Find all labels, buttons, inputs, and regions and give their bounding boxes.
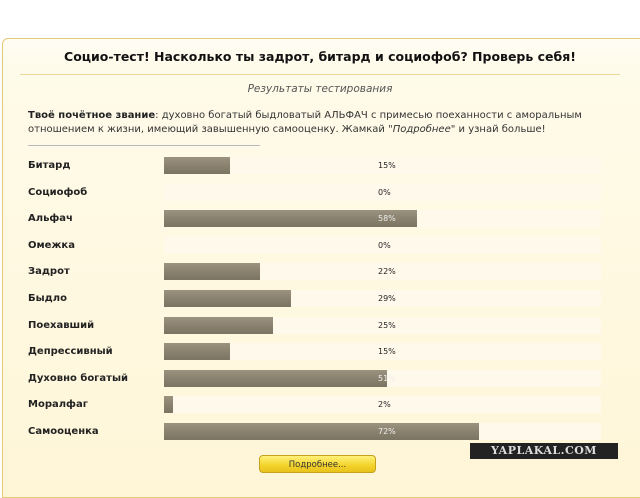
row-percent: 0% [378, 188, 391, 197]
row-label: Социофоб [28, 187, 88, 198]
description-underline [28, 145, 260, 146]
progress-track [164, 343, 601, 360]
row-percent: 29% [378, 294, 396, 303]
result-text-before: : духовно богатый быдловатый АЛЬФАЧ с примесью поеханности с аморальным отношением к жизни, имеющий завышенную самооценку. Жамкай " [28, 110, 582, 135]
progress-fill [164, 157, 230, 174]
result-row [0, 237, 640, 257]
result-row [0, 157, 640, 177]
result-row [0, 317, 640, 337]
row-label: Задрот [28, 266, 70, 277]
result-description [28, 109, 588, 137]
progress-track [164, 396, 601, 413]
result-row [0, 290, 640, 310]
progress-track [164, 210, 601, 227]
result-row [0, 370, 640, 390]
row-label: Альфач [28, 213, 73, 224]
result-link-word: Подробнее [392, 124, 451, 135]
progress-track [164, 263, 601, 280]
row-percent: 72% [378, 427, 396, 436]
title-divider [20, 74, 620, 75]
result-text-after: " и узнай больше! [450, 124, 546, 135]
result-row [0, 423, 640, 443]
progress-fill [164, 343, 230, 360]
progress-track [164, 423, 601, 440]
progress-fill [164, 370, 387, 387]
result-row [0, 396, 640, 416]
row-label: Быдло [28, 293, 67, 304]
row-percent: 15% [378, 161, 396, 170]
row-percent: 15% [378, 347, 396, 356]
result-row [0, 343, 640, 363]
progress-fill [164, 290, 291, 307]
row-percent: 58% [378, 214, 396, 223]
progress-track [164, 237, 601, 254]
row-label: Депрессивный [28, 346, 113, 357]
progress-fill [164, 317, 273, 334]
page-title: Социо-тест! Насколько ты задрот, битард и социофоб? Проверь себя! [64, 49, 576, 64]
progress-fill [164, 396, 173, 413]
more-button[interactable]: Подробнее... [259, 455, 376, 473]
row-label: Духовно богатый [28, 373, 129, 384]
results-subtitle: Результаты тестирования [247, 83, 393, 95]
watermark-logo: YAPLAKAL.COM [470, 443, 618, 459]
row-percent: 0% [378, 241, 391, 250]
row-label: Самооценка [28, 426, 99, 437]
progress-fill [164, 263, 260, 280]
row-percent: 22% [378, 267, 396, 276]
row-label: Поехавший [28, 320, 95, 331]
result-label: Твоё почётное звание [28, 110, 156, 121]
row-percent: 51% [378, 374, 396, 383]
result-row [0, 210, 640, 230]
result-row [0, 263, 640, 283]
row-label: Моралфаг [28, 399, 88, 410]
progress-track [164, 290, 601, 307]
progress-track [164, 184, 601, 201]
result-row [0, 184, 640, 204]
row-label: Битард [28, 160, 71, 171]
row-label: Омежка [28, 240, 75, 251]
progress-track [164, 317, 601, 334]
progress-track [164, 157, 601, 174]
progress-track [164, 370, 601, 387]
progress-fill [164, 423, 479, 440]
row-percent: 25% [378, 321, 396, 330]
row-percent: 2% [378, 400, 391, 409]
